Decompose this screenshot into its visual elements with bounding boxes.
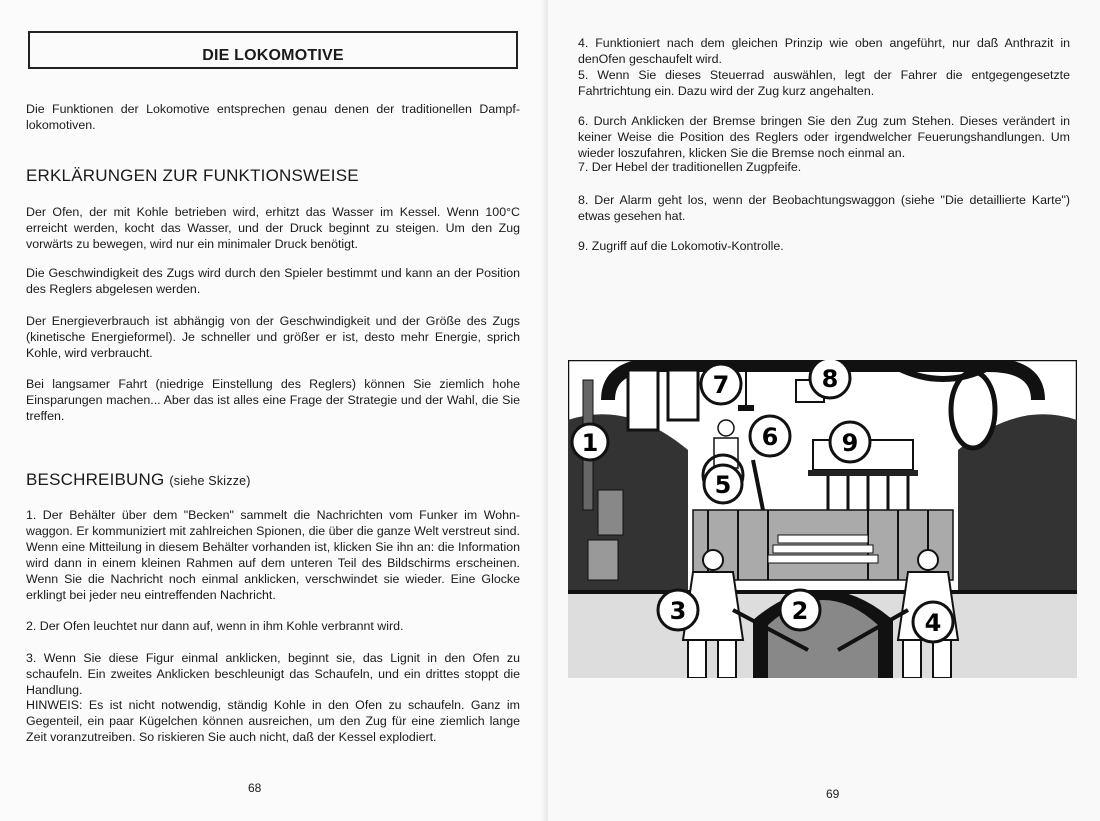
paragraph-slow-drive: Bei langsamer Fahrt (niedrige Einstellung des Reglers) können Sie ziemlich hohe Einsparungen machen... Aber das ist alles eine Frage der Strategie und der Wahl, die Sie treffen.: [26, 377, 520, 423]
svg-text:6: 6: [761, 423, 779, 451]
svg-text:4: 4: [924, 609, 942, 637]
paragraph-item-5: 5. Wenn Sie dieses Steuerrad auswählen, legt der Fahrer die entgegengesetzte Fahrtrichtung ein. Dazu wird der Zug kurz angehalten.: [578, 68, 1070, 98]
svg-text:2: 2: [791, 597, 809, 625]
callout-7: [701, 364, 741, 404]
title-box: [28, 31, 518, 69]
callout-3: [658, 590, 698, 630]
section-heading-functionality: ERKLÄRUNGEN ZUR FUNKTIONSWEISE: [26, 166, 359, 185]
paragraph-item-4: 4. Funktioniert nach dem gleichen Prinzip wie oben angeführt, nur daß Anthrazit in denOfen geschaufelt wird.: [578, 36, 1070, 66]
svg-text:7: 7: [712, 371, 730, 399]
paragraph-item-3: 3. Wenn Sie diese Figur einmal anklicken, beginnt sie, das Lignit in den Ofen zu schaufeln. Ein zweites Anklicken beschleunigt das Schaufeln, und ein drittes stoppt die Handlung.: [26, 651, 520, 697]
callout-6: [750, 416, 790, 456]
callout-9: [830, 422, 870, 462]
intro-paragraph: Die Funktionen der Lokomotive entsprechen genau denen der traditionellen Dampf-lokomotiven.: [26, 102, 520, 132]
paragraph-hint: HINWEIS: Es ist nicht notwendig, ständig Kohle in den Ofen zu schaufeln. Ganz im Gegenteil, ein paar Kügelchen können ausreichen, um den Zug für eine ziemlich lange Zeit voranzutreiben. So riskieren Sie auch nicht, daß der Kessel explodiert.: [26, 698, 520, 744]
section-heading-description: [26, 470, 251, 490]
callout-5: [704, 465, 742, 503]
page-number-left: 68: [248, 781, 262, 795]
callout-1: [572, 424, 608, 460]
paragraph-oven: Der Ofen, der mit Kohle betrieben wird, erhitzt das Wasser im Kessel. Wenn 100°C erreicht werden, kocht das Wasser, und der Druck beginnt zu steigen. Um den Zug vorwärts zu bewegen, wird nur ein minimaler Druck benötigt.: [26, 205, 520, 251]
section-heading-description-text: BESCHREIBUNG: [26, 470, 165, 489]
svg-text:5: 5: [714, 471, 732, 499]
paragraph-item-8: 8. Der Alarm geht los, wenn der Beobachtungswaggon (siehe "Die detaillierte Karte") etwas gesehen hat.: [578, 193, 1070, 223]
svg-text:8: 8: [821, 365, 839, 393]
page-title: DIE LOKOMOTIVE: [202, 47, 344, 64]
svg-text:3: 3: [669, 597, 687, 625]
paragraph-item-7: 7. Der Hebel der traditionellen Zugpfeife.: [578, 160, 802, 174]
paragraph-item-9: 9. Zugriff auf die Lokomotiv-Kontrolle.: [578, 239, 784, 253]
callout-4: [913, 602, 953, 642]
paragraph-item-6: 6. Durch Anklicken der Bremse bringen Sie den Zug zum Stehen. Dieses verändert in keiner Weise die Position des Reglers oder irgendwelcher Feuerungshandlungen. Um wieder loszufahren, klicken Sie die Bremse noch einmal an.: [578, 114, 1070, 160]
page-number-right: 69: [826, 787, 840, 801]
locomotive-cab-illustration: [568, 360, 1077, 678]
svg-text:9: 9: [841, 429, 859, 457]
section-heading-description-note: (siehe Skizze): [169, 474, 251, 488]
paragraph-speed: Die Geschwindigkeit des Zugs wird durch den Spieler bestimmt und kann an der Position des Reglers abgelesen werden.: [26, 266, 520, 296]
callout-8: [810, 360, 850, 398]
paragraph-energy: Der Energieverbrauch ist abhängig von der Geschwindigkeit und der Größe des Zugs (kinetische Energieformel). Je schneller und größer er ist, desto mehr Energie, sprich Kohle, wird verbraucht.: [26, 314, 520, 360]
paragraph-item-1: 1. Der Behälter über dem "Becken" sammelt die Nachrichten vom Funker im Wohn-waggon. Er kommuniziert mit zahlreichen Spionen, die über die ganze Welt verstreut sind. Wenn eine Mitteilung in diesem Behälter vorhanden ist, klicken Sie ihn an: die Information wird dann in einem kleinen Rahmen auf dem unteren Teil des Bildschirms erscheinen. Wenn Sie die Nachricht noch einmal anklicken, verschwindet sie wieder. Eine Glocke erklingt bei jeder neu eintreffenden Nachricht.: [26, 508, 520, 602]
left-page: [0, 0, 548, 821]
svg-text:1: 1: [581, 429, 599, 457]
paragraph-item-2: 2. Der Ofen leuchtet nur dann auf, wenn in ihm Kohle verbrannt wird.: [26, 619, 404, 633]
callout-2: [780, 590, 820, 630]
